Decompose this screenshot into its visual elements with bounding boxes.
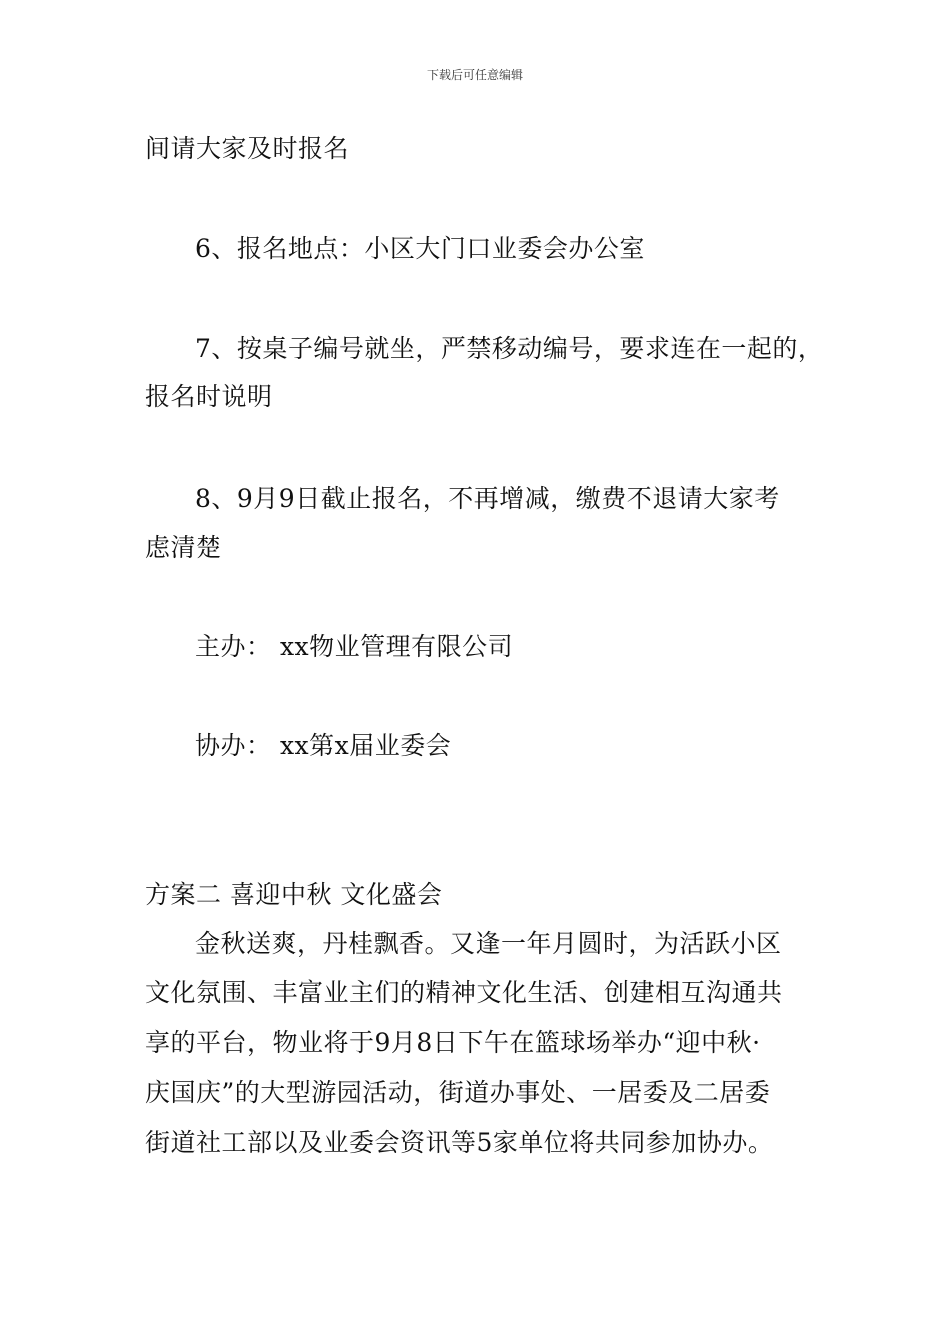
paragraph-line-1: 金秋送爽，丹桂飘香。又逢一年月圆时，为活跃小区 bbox=[195, 929, 782, 958]
paragraph-line-4: 庆国庆”的大型游园活动，街道办事处、一居委及二居委 bbox=[145, 1078, 771, 1107]
item-7-seating-cont: 报名时说明 bbox=[145, 382, 273, 411]
item-6-location: 6、报名地点：小区大门口业委会办公室 bbox=[195, 234, 645, 263]
item-7-seating: 7、按桌子编号就坐，严禁移动编号，要求连在一起的， bbox=[195, 334, 824, 363]
paragraph-line-5: 街道社工部以及业委会资讯等5家单位将共同参加协办。 bbox=[145, 1128, 774, 1157]
paragraph-line-2: 文化氛围、丰富业主们的精神文化生活、创建相互沟通共 bbox=[145, 978, 783, 1007]
paragraph-line-3: 享的平台，物业将于9月8日下午在篮球场举办“迎中秋· bbox=[145, 1028, 761, 1057]
page-header: 下载后可任意编辑 bbox=[426, 68, 523, 82]
section-title: 方案二 喜迎中秋 文化盛会 bbox=[145, 880, 443, 909]
item-8-deadline-cont: 虑清楚 bbox=[145, 533, 222, 562]
organizer-line: 主办： xx物业管理有限公司 bbox=[195, 632, 514, 661]
text-line-1: 间请大家及时报名 bbox=[145, 134, 350, 163]
item-8-deadline: 8、9月9日截止报名，不再增减，缴费不退请大家考 bbox=[195, 484, 780, 513]
co-organizer-line: 协办： xx第x届业委会 bbox=[195, 731, 452, 760]
